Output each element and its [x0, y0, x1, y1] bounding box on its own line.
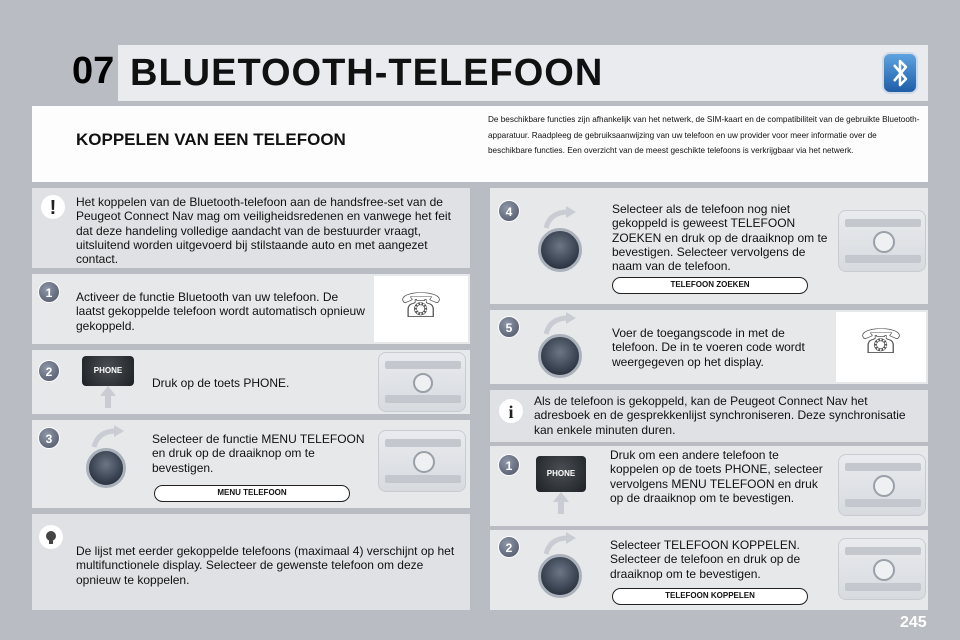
press-arrow-icon [100, 386, 116, 408]
rotary-knob-icon [538, 334, 582, 378]
warning-text: Het koppelen van de Bluetooth-telefoon aan de handsfree-set van de Peugeot Connect Nav mag om veiligheidsredenen en vanwege het feit dat deze handeling volledige aandacht van de bestuurder vraagt, uitsluitend worden uitgevoerd bij stilstaande auto en met aangezet contact. [76, 195, 451, 267]
radio-image [378, 352, 466, 412]
radio-image [838, 454, 926, 516]
lightbulb-icon [38, 524, 64, 550]
phone-hand-image [374, 276, 468, 342]
turn-arrow-icon [542, 206, 576, 230]
step-badge: 2 [38, 360, 60, 382]
radio-image [838, 538, 926, 600]
press-arrow-icon [553, 492, 569, 514]
mobile-phone-icon: ☏ [859, 323, 903, 361]
step-5-text: Voer de toegangscode in met de telefoon. De in te voeren code wordt weergegeven op het display. [612, 326, 805, 369]
rotary-knob-icon [538, 554, 582, 598]
svg-text:!: ! [49, 197, 57, 219]
info-icon [498, 398, 524, 424]
step-3-text: Selecteer de functie MENU TELEFOON en druk op de draaiknop om te bevestigen. [152, 432, 365, 475]
step-2-text: Druk op de toets PHONE. [152, 376, 290, 390]
tip-text: De lijst met eerder gekoppelde telefoons (maximaal 4) verschijnt op het multifunctionele display. Selecteer de gewenste telefoon om deze opnieuw te koppelen. [76, 544, 455, 587]
turn-arrow-icon [90, 425, 124, 449]
menu-telefoon-label: MENU TELEFOON [154, 485, 350, 502]
step-1b-text: Druk om een andere telefoon te koppelen op de toets PHONE, selecteer vervolgens MENU TELEFOON en druk op de draaiknop om te bevestigen. [610, 448, 823, 505]
radio-image [838, 210, 926, 272]
chapter-number: 07 [72, 50, 115, 92]
bluetooth-icon [882, 52, 918, 94]
step-badge: 2 [498, 536, 520, 558]
rotary-knob-icon [538, 228, 582, 272]
page-title: BLUETOOTH-TELEFOON [130, 52, 604, 94]
turn-arrow-icon [542, 312, 576, 336]
telefoon-zoeken-label: TELEFOON ZOEKEN [612, 277, 808, 294]
step-4-text: Selecteer als de telefoon nog niet gekoppeld is geweest TELEFOON ZOEKEN en druk op de draaiknop om te bevestigen. Selecteer vervolgens de naam van de telefoon. [612, 202, 828, 274]
page-number: 245 [900, 614, 927, 631]
info-text: Als de telefoon is gekoppeld, kan de Peugeot Connect Nav het adresboek en de gesprekkenlijst synchroniseren. Deze synchronisatie kan enkele minuten duren. [534, 394, 906, 437]
step-badge: 1 [498, 454, 520, 476]
svg-text:i: i [508, 402, 514, 422]
phone-key: PHONE [82, 356, 134, 386]
step-badge: 1 [38, 281, 60, 303]
step-badge: 3 [38, 427, 60, 449]
intro-text: De beschikbare functies zijn afhankelijk van het netwerk, de SIM-kaart en de compatibiliteit van de gebruikte Bluetooth-apparatuur. Raadpleeg de gebruiksaanwijzing van uw telefoon en uw provider voor meer informatie over de beschikbare functies. Een overzicht van de meest geschikte telefoons is verkrijgbaar via het netwerk. [488, 115, 920, 155]
step-1-text: Activeer de functie Bluetooth van uw telefoon. De laatst gekoppelde telefoon wordt automatisch opnieuw gekoppeld. [76, 290, 365, 333]
turn-arrow-icon [542, 532, 576, 556]
telefoon-koppelen-label: TELEFOON KOPPELEN [612, 588, 808, 605]
step-badge: 5 [498, 316, 520, 338]
radio-image [378, 430, 466, 492]
section-title: KOPPELEN VAN EEN TELEFOON [76, 130, 346, 149]
phone-key: PHONE [536, 456, 586, 492]
mobile-phone-icon: ☏ [399, 287, 443, 325]
rotary-knob-icon [86, 448, 126, 488]
step-badge: 4 [498, 200, 520, 222]
warning-icon [40, 194, 66, 220]
step-2b-text: Selecteer TELEFOON KOPPELEN. Selecteer de telefoon en druk op de draaiknop om te bevestigen. [610, 538, 801, 581]
phone-hand-image [836, 312, 926, 382]
